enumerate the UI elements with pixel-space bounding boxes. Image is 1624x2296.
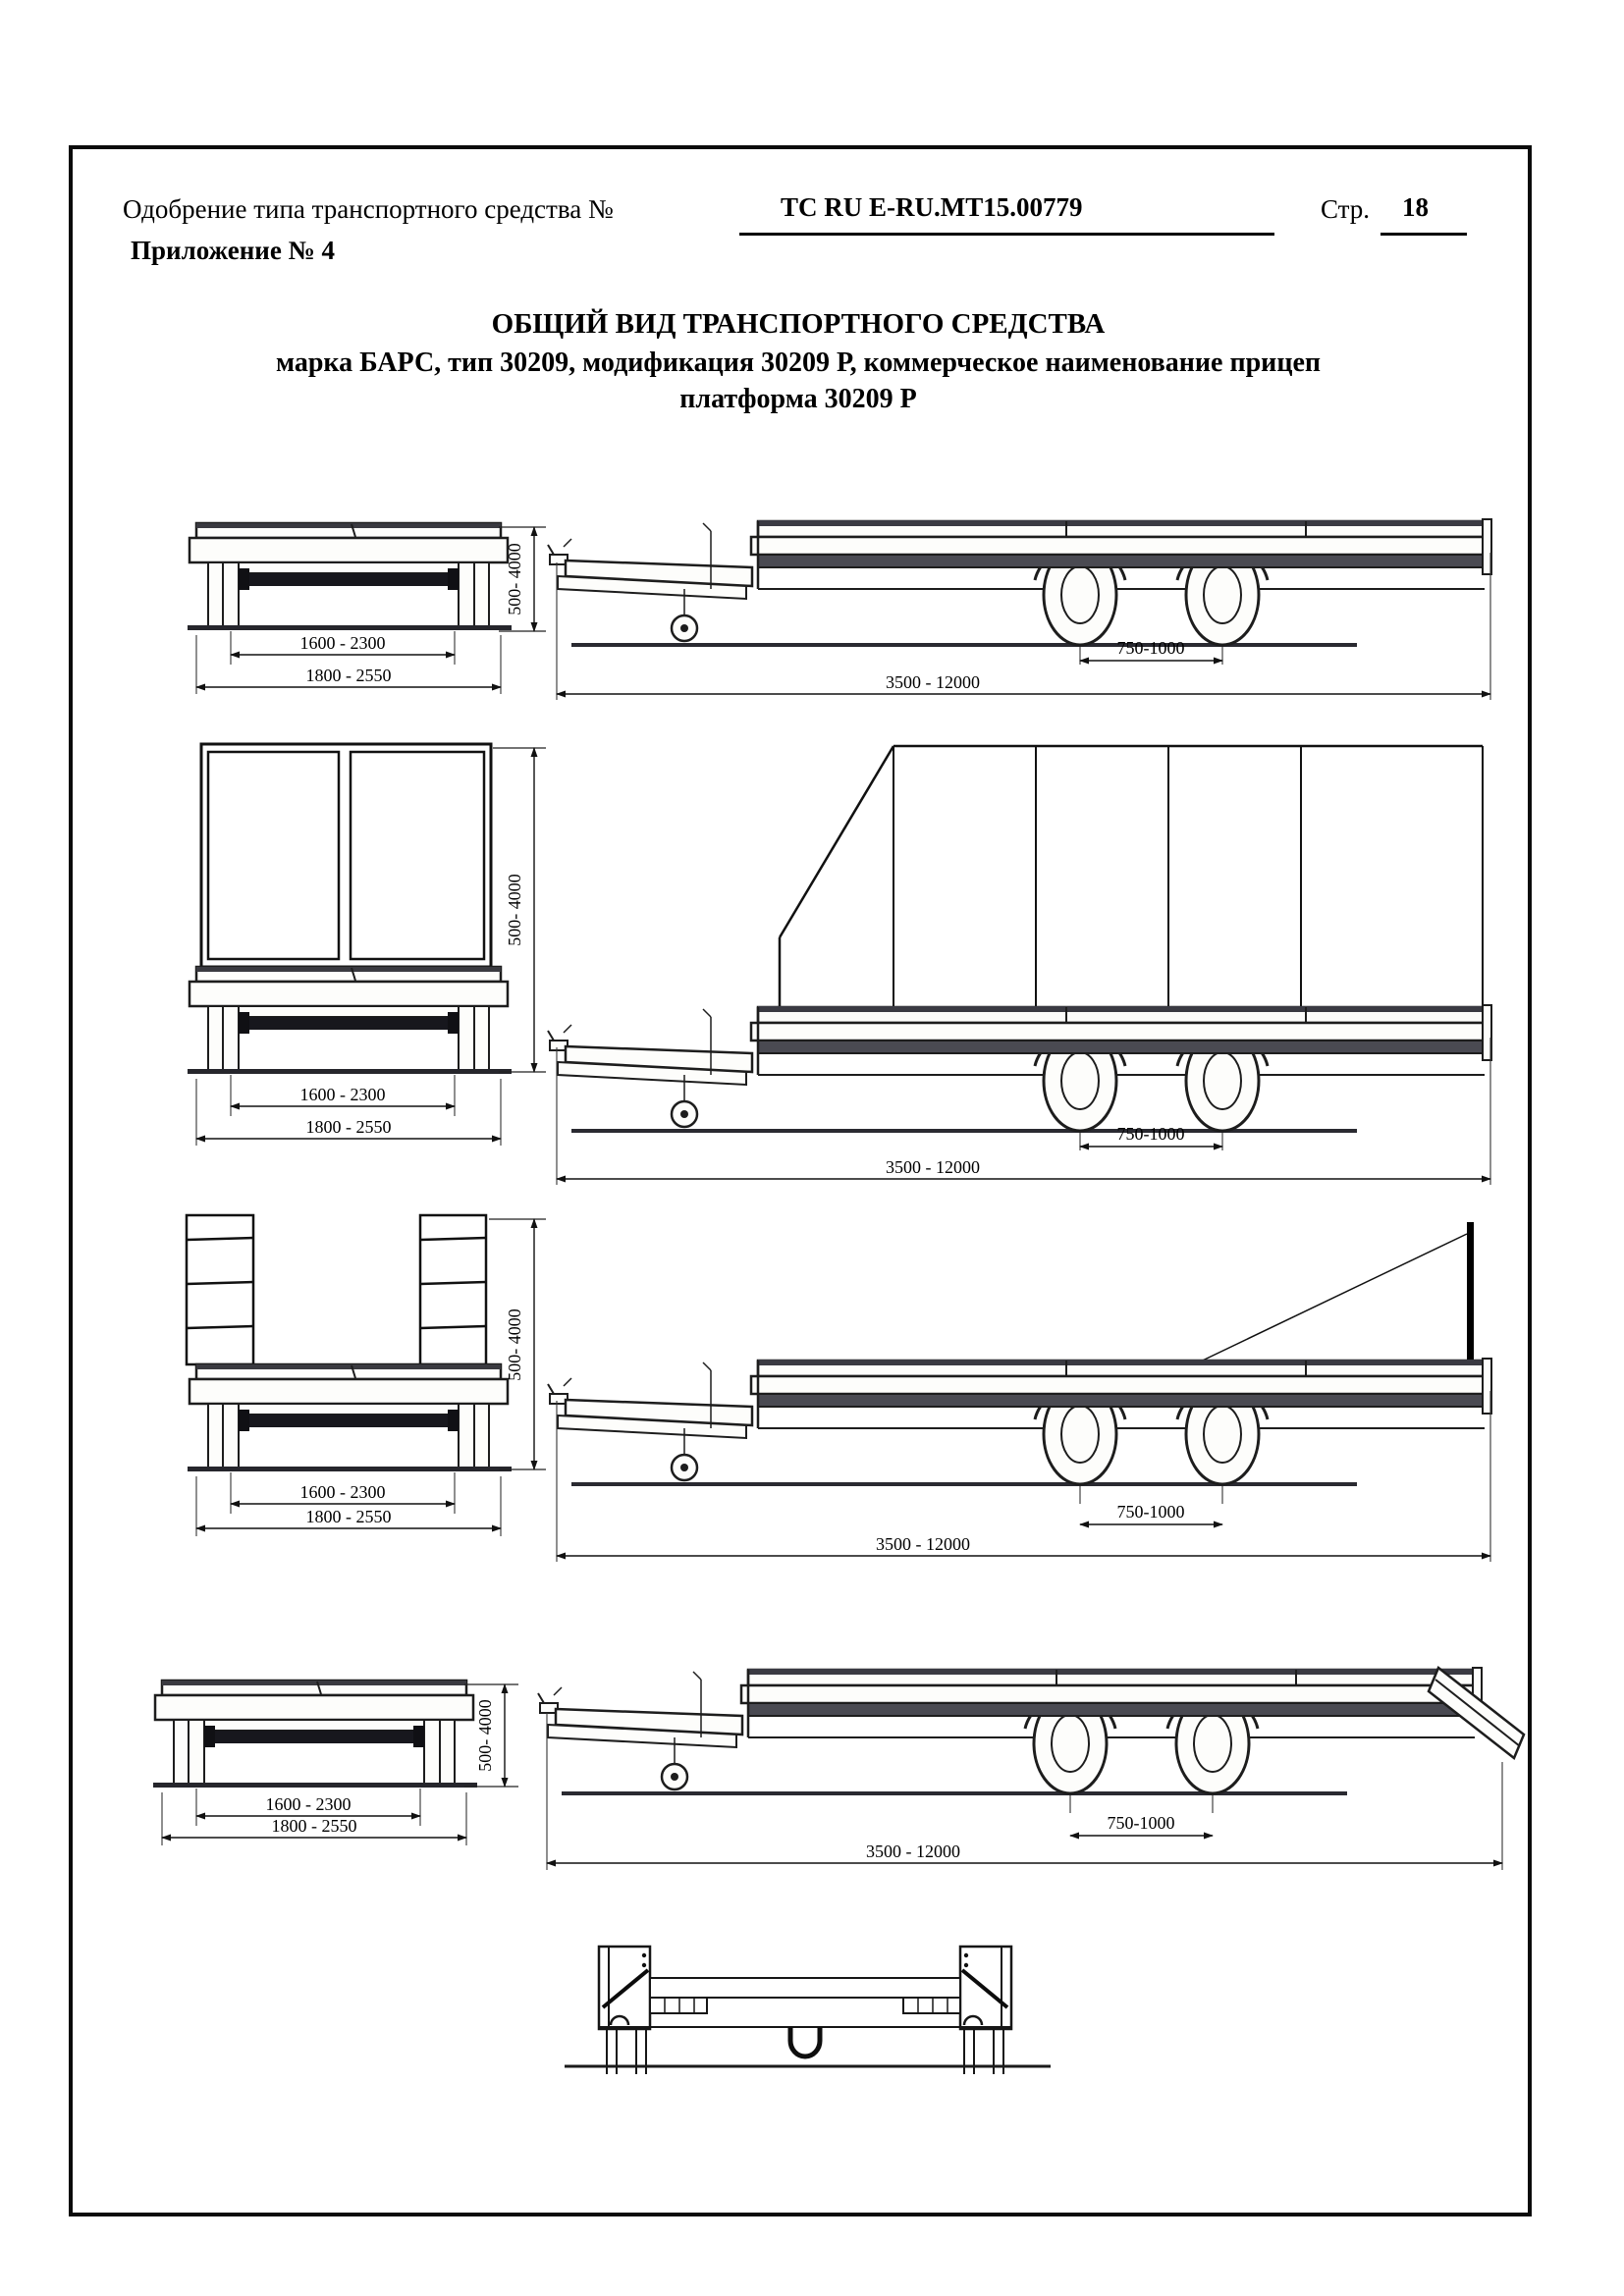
document-title: ОБЩИЙ ВИД ТРАНСПОРТНОГО СРЕДСТВА	[491, 308, 1106, 340]
row2-front-track-dim-label: 1600 - 2300	[299, 1085, 386, 1104]
row3-front-view-drawing	[187, 1215, 546, 1536]
row2-side-axle-dim-label: 750-1000	[1116, 1124, 1185, 1144]
row3-front-width-dim-label: 1800 - 2550	[305, 1507, 392, 1526]
row1-front-height-dim-label: 500- 4000	[505, 543, 524, 615]
row4-side-axle-dim-label: 750-1000	[1107, 1813, 1175, 1833]
row4-front-track-dim-label: 1600 - 2300	[265, 1794, 352, 1814]
row2-side-view-drawing	[548, 746, 1491, 1185]
page-number-underline	[1380, 232, 1467, 236]
row1-front-track-dim-label: 1600 - 2300	[299, 633, 386, 653]
row1-side-axle-dim-label: 750-1000	[1116, 638, 1185, 658]
row1-front-width-dim-label: 1800 - 2550	[305, 666, 392, 685]
row2-front-height-dim-label: 500- 4000	[505, 874, 524, 946]
appendix-label: Приложение № 4	[131, 236, 335, 265]
row4-side-length-dim-label: 3500 - 12000	[866, 1842, 960, 1861]
row3-front-track-dim-label: 1600 - 2300	[299, 1482, 386, 1502]
row1-side-length-dim-label: 3500 - 12000	[886, 672, 980, 692]
document-subtitle: марка БАРС, тип 30209, модификация 30209 Р, коммерческое наименование прицеп	[275, 347, 1322, 378]
rear-cross-section-drawing	[565, 1947, 1051, 2074]
approval-label: Одобрение типа транспортного средства №	[123, 194, 614, 224]
vehicle-general-view-drawings	[69, 447, 1530, 2214]
page-number: 18	[1402, 192, 1429, 222]
page-label: Стр.	[1321, 194, 1371, 224]
approval-number: ТС RU E-RU.MT15.00779	[781, 192, 1083, 222]
document-subtitle-2: платформа 30209 Р	[679, 384, 917, 414]
row3-side-length-dim-label: 3500 - 12000	[876, 1534, 970, 1554]
row1-front-view-drawing	[188, 523, 546, 694]
row2-front-width-dim-label: 1800 - 2550	[305, 1117, 392, 1137]
row2-front-view-drawing	[188, 744, 546, 1146]
row4-front-view-drawing	[153, 1681, 518, 1845]
row1-side-view-drawing	[548, 519, 1491, 700]
row2-side-length-dim-label: 3500 - 12000	[886, 1157, 980, 1177]
row3-side-axle-dim-label: 750-1000	[1116, 1502, 1185, 1522]
approval-number-underline	[739, 232, 1274, 236]
row4-front-width-dim-label: 1800 - 2550	[271, 1816, 357, 1836]
row3-side-view-drawing	[548, 1222, 1491, 1562]
row4-side-view-drawing	[538, 1668, 1524, 1870]
row4-front-height-dim-label: 500- 4000	[475, 1699, 495, 1772]
row3-front-height-dim-label: 500- 4000	[505, 1308, 524, 1381]
